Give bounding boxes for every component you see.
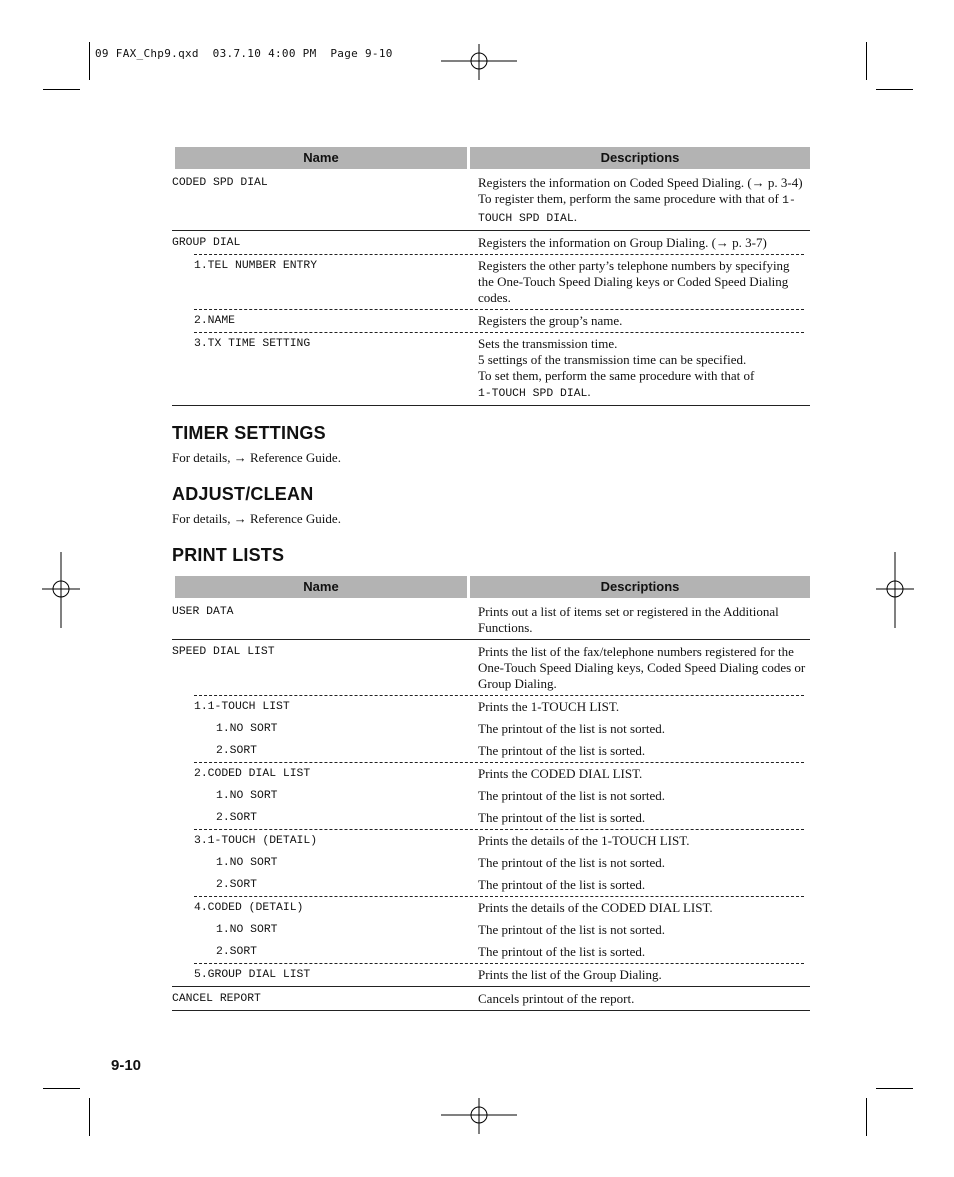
setting-name: 1.NO SORT	[216, 723, 278, 735]
setting-name: 3.1-TOUCH (DETAIL)	[194, 835, 318, 847]
setting-description	[478, 644, 806, 692]
description-text: Registers the information on Group Dialing. (→ p. 3-7)	[478, 235, 767, 250]
description-text: Registers the group’s name.	[478, 313, 623, 328]
setting-description	[478, 721, 806, 737]
setting-name: 2.CODED DIAL LIST	[194, 768, 311, 780]
table-row	[172, 785, 810, 807]
table-row	[172, 169, 810, 230]
table-row	[172, 829, 810, 852]
descriptions-column-header: Descriptions	[470, 147, 810, 169]
adjust-clean-note: For details, → Reference Guide.	[172, 511, 341, 526]
table-row	[172, 874, 810, 896]
table-row	[172, 254, 810, 309]
setting-description	[478, 766, 806, 782]
description-text: Prints the 1-TOUCH LIST.	[478, 699, 620, 714]
name-column-header: Name	[175, 576, 467, 598]
print-lists-table	[172, 576, 810, 1011]
setting-description	[478, 944, 806, 960]
descriptions-column-header: Descriptions	[470, 576, 810, 598]
table-row	[172, 740, 810, 762]
group-dial-settings-table	[172, 147, 810, 406]
setting-name: 1.NO SORT	[216, 924, 278, 936]
setting-name: USER DATA	[172, 606, 234, 618]
table-row	[172, 919, 810, 941]
setting-name: 2.SORT	[216, 879, 258, 891]
setting-description	[478, 313, 806, 329]
table-row	[172, 896, 810, 919]
setting-name: 1.NO SORT	[216, 857, 278, 869]
setting-name: 1.TEL NUMBER ENTRY	[194, 260, 318, 272]
table-row	[172, 332, 810, 405]
description-text: Prints the details of the CODED DIAL LIST.	[478, 900, 713, 915]
table-row	[172, 762, 810, 785]
table-row	[172, 807, 810, 829]
registration-mark-top	[441, 44, 517, 82]
registration-mark-right	[876, 552, 914, 628]
description-text: The printout of the list is sorted.	[478, 810, 646, 825]
setting-name: 4.CODED (DETAIL)	[194, 902, 304, 914]
file-slug: 09 FAX_Chp9.qxd 03.7.10 4:00 PM Page 9-10	[95, 47, 393, 60]
setting-description	[478, 258, 806, 306]
table-row	[172, 309, 810, 332]
description-text: The printout of the list is not sorted.	[478, 788, 666, 803]
description-text: The printout of the list is not sorted.	[478, 721, 666, 736]
adjust-clean-heading: ADJUST/CLEAN	[172, 484, 314, 504]
page-number: 9-10	[111, 1057, 142, 1074]
description-text: The printout of the list is sorted.	[478, 743, 646, 758]
description-text: 5 settings of the transmission time can be specified.	[478, 352, 747, 367]
setting-description	[478, 833, 806, 849]
setting-description	[478, 922, 806, 938]
description-text: Prints the list of the Group Dialing.	[478, 967, 662, 982]
setting-description	[478, 991, 806, 1007]
timer-settings-note: For details, → Reference Guide.	[172, 450, 341, 465]
table-bottom-rule	[172, 405, 810, 406]
table-row	[172, 852, 810, 874]
description-text: Registers the information on Coded Speed Dialing. (→ p. 3-4) To register them, perform the same procedure with that of	[478, 175, 803, 206]
table-row	[172, 230, 810, 254]
setting-description	[478, 336, 806, 402]
description-text: Registers the other party’s telephone numbers by specifying the One-Touch Speed Dialing keys or Coded Speed Dialing codes.	[478, 258, 790, 305]
table-row	[172, 986, 810, 1010]
name-column-header: Name	[175, 147, 467, 169]
setting-name: CODED SPD DIAL	[172, 177, 268, 189]
setting-name: 2.NAME	[194, 315, 236, 327]
setting-description	[478, 877, 806, 893]
setting-name: 5.GROUP DIAL LIST	[194, 969, 311, 981]
description-text: .	[587, 384, 591, 399]
table-header	[172, 147, 810, 169]
table-row	[172, 963, 810, 986]
table-header	[172, 576, 810, 598]
setting-name: 3.TX TIME SETTING	[194, 338, 311, 350]
setting-name: 2.SORT	[216, 745, 258, 757]
setting-description	[478, 743, 806, 759]
setting-name: 2.SORT	[216, 946, 258, 958]
registration-mark-left	[42, 552, 80, 628]
description-text: Prints the list of the fax/telephone numbers registered for the One-Touch Speed Dialing keys, Coded Speed Dialing codes or Group Dialing.	[478, 644, 806, 691]
setting-description	[478, 788, 806, 804]
setting-description	[478, 699, 806, 715]
description-text: Prints the details of the 1-TOUCH LIST.	[478, 833, 690, 848]
menu-reference: 1-TOUCH SPD DIAL	[478, 388, 588, 400]
setting-name: GROUP DIAL	[172, 237, 241, 249]
table-bottom-rule	[172, 1010, 810, 1011]
description-text: The printout of the list is not sorted.	[478, 922, 666, 937]
setting-description	[478, 810, 806, 826]
table-row	[172, 695, 810, 718]
description-text: The printout of the list is sorted.	[478, 944, 646, 959]
setting-name: 1.NO SORT	[216, 790, 278, 802]
setting-name: 2.SORT	[216, 812, 258, 824]
setting-name: CANCEL REPORT	[172, 993, 261, 1005]
description-text: .	[573, 209, 577, 224]
table-row	[172, 718, 810, 740]
setting-name: 1.1-TOUCH LIST	[194, 701, 290, 713]
setting-name: SPEED DIAL LIST	[172, 646, 275, 658]
print-lists-heading: PRINT LISTS	[172, 545, 285, 565]
description-text: The printout of the list is sorted.	[478, 877, 646, 892]
description-text: Prints the CODED DIAL LIST.	[478, 766, 643, 781]
setting-description	[478, 604, 806, 636]
table-row	[172, 941, 810, 963]
setting-description	[478, 855, 806, 871]
description-text: Prints out a list of items set or registered in the Additional Functions.	[478, 604, 779, 635]
timer-settings-heading: TIMER SETTINGS	[172, 423, 326, 443]
registration-mark-bottom	[441, 1098, 517, 1136]
setting-description	[478, 175, 806, 227]
description-text: To set them, perform the same procedure with that of	[478, 368, 755, 383]
table-row	[172, 639, 810, 695]
description-text: Cancels printout of the report.	[478, 991, 635, 1006]
description-text: Sets the transmission time.	[478, 336, 618, 351]
menu-reference: 1-TOUCH SPD DIAL	[478, 195, 796, 225]
description-text: The printout of the list is not sorted.	[478, 855, 666, 870]
setting-description	[478, 235, 806, 251]
table-row	[172, 598, 810, 639]
setting-description	[478, 900, 806, 916]
setting-description	[478, 967, 806, 983]
